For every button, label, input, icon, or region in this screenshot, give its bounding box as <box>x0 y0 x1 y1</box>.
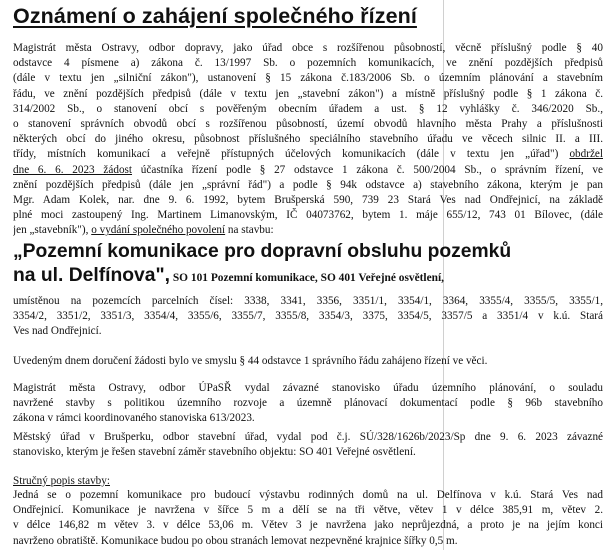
text-line: Jedná se o pozemní komunikace pro budoucí výstavbu rodinných domů na ul. Delfínova v k.ú. Stará Ves nad <box>13 489 603 501</box>
permit-request-underlined: o vydání společného povolení <box>91 224 226 237</box>
text-line: v délce 146,82 m větev 3. v délce 53,06 m. Větev 3 je navržena jako neprůjezdná, a proto je na jejím konci <box>13 519 603 532</box>
text-line: navrženo obratiště. Komunikace budou po obou stranách lemovat nezpevněné krajnice šířky 0,5 m. <box>13 534 458 547</box>
project-title-line-2 <box>13 264 603 290</box>
initiated-paragraph <box>13 354 603 369</box>
text-line: 3354/2, 3351/2, 3351/3, 3354/4, 3355/6, 3355/7, 3355/8, 3354/3, 3375, 3354/5, 3357/5 a 3351/4 v k.ú. Stará <box>13 310 603 323</box>
text-segment: účastníka řízení podle § 27 odstavce 1 zákona č. 500/2004 Sb., o správním řízení, ve <box>132 163 603 176</box>
text-line: (dále v textu jen „silniční zákon"), ustanovení § 15 zákona č.183/2006 Sb. o územním plánování a stavebním <box>13 72 603 85</box>
mestsky-urad-paragraph <box>13 430 603 460</box>
text-line: o stanovení správních obvodů obcí s rozšířenou působností, území obvodů hlavního města Prahy a příslušnosti <box>13 118 603 131</box>
text-line: stanovisko, kterým je řešen stavební záměr stavebního objektu: SO 401 Veřejné osvětlení. <box>13 446 416 459</box>
text-line: některých obcí do jiného okresu, působnost příslušného speciálního stavebního úřadu ve věcech silnic II. a III. <box>13 133 603 146</box>
text-segment: třídy, místních komunikací a veřejně přístupných účelových komunikacích (dále v textu jen „úřad") <box>13 148 559 161</box>
intro-paragraph <box>13 41 603 239</box>
text-line: Uvedeným dnem doručení žádosti bylo ve smyslu § 44 odstavce 1 správního řádu zahájeno řízení ve věci. <box>13 355 488 367</box>
text-line: Ondřejnicí. Komunikace je navržena v šířce 5 m a dělí se na tři větve, větev 1 v délce 385,91 m, větev 2. <box>13 504 603 517</box>
text-line: znění pozdějších předpisů (dále jen „správní řád") a podle § 94k odstavce a) stavebního zákona, kterým je pan <box>13 178 603 191</box>
request-date-underlined: dne 6. 6. 2023 žádost <box>13 163 133 176</box>
text-line: 314/2002 Sb., o stanovení obcí s pověřeným obecním úřadem a ust. § 12 vyhlášky č. 346/2020 Sb., <box>13 102 603 115</box>
section-heading-popis: Stručný popis stavby: <box>13 475 110 487</box>
text-line: umístěnou na pozemcích parcelních čísel: 3338, 3341, 3356, 3351/1, 3354/1, 3364, 3355/4, 3355/5, 3355/1, <box>13 295 603 307</box>
project-title-text: na ul. Delfínova", <box>13 265 170 286</box>
page-title: Oznámení o zahájení společného řízení <box>13 4 417 28</box>
text-line: plné moci zastoupený Ing. Martinem Limanovským, IČ 04073762, bytem 1. máje 655/12, 743 01 Bílovec, (dále <box>13 209 603 222</box>
parcels-paragraph <box>13 294 603 340</box>
obdrzel-underlined: obdržel <box>569 148 603 161</box>
text-line <box>13 223 603 238</box>
text-line: řádu, ve znění pozdějších předpisů (dále v textu jen „stavební zákon") a místně příslušný podle § 1 zákona č. <box>13 87 603 100</box>
upasr-paragraph <box>13 381 603 427</box>
text-line: Ves nad Ondřejnicí. <box>13 325 102 338</box>
text-line: Městský úřad v Brušperku, odbor stavební úřad, vydal pod č.j. SÚ/328/1626b/2023/Sp dne 9. 6. 2023 závazné <box>13 431 603 443</box>
text-segment: jen „stavebník"), <box>13 224 92 237</box>
text-line: Mgr. Adam Kolek, nar. dne 9. 6. 1992, bytem Brušperská 590, 739 23 Stará Ves nad Ondřejnicí, na základě <box>13 194 603 207</box>
text-line: odstavce 4 písmene a) zákona č. 13/1997 Sb. o pozemních komunikacích, ve znění pozdějších předpisů <box>13 57 603 70</box>
project-title-line-1: „Pozemní komunikace pro dopravní obsluhu pozemků <box>13 241 512 262</box>
popis-paragraph <box>13 488 603 549</box>
text-line <box>13 147 603 162</box>
text-line <box>13 163 603 178</box>
text-segment: na stavbu: <box>225 224 274 237</box>
text-line: Magistrát města Ostravy, odbor dopravy, jako úřad obce s rozšířenou působností, věcně příslušný podle § 40 <box>13 42 603 54</box>
text-line: Magistrát města Ostravy, odbor ÚPaSŘ vydal závazné stanovisko úřadu územního plánování, o souladu <box>13 382 603 394</box>
text-line: navržené stavby s politikou územního rozvoje a územně plánovací dokumentací podle § 96b stavebního <box>13 397 603 410</box>
project-objects: SO 101 Pozemní komunikace, SO 401 Veřejné osvětlení, <box>170 272 445 284</box>
text-line: zákona v rámci koordinovaného stanoviska 613/2023. <box>13 412 255 425</box>
